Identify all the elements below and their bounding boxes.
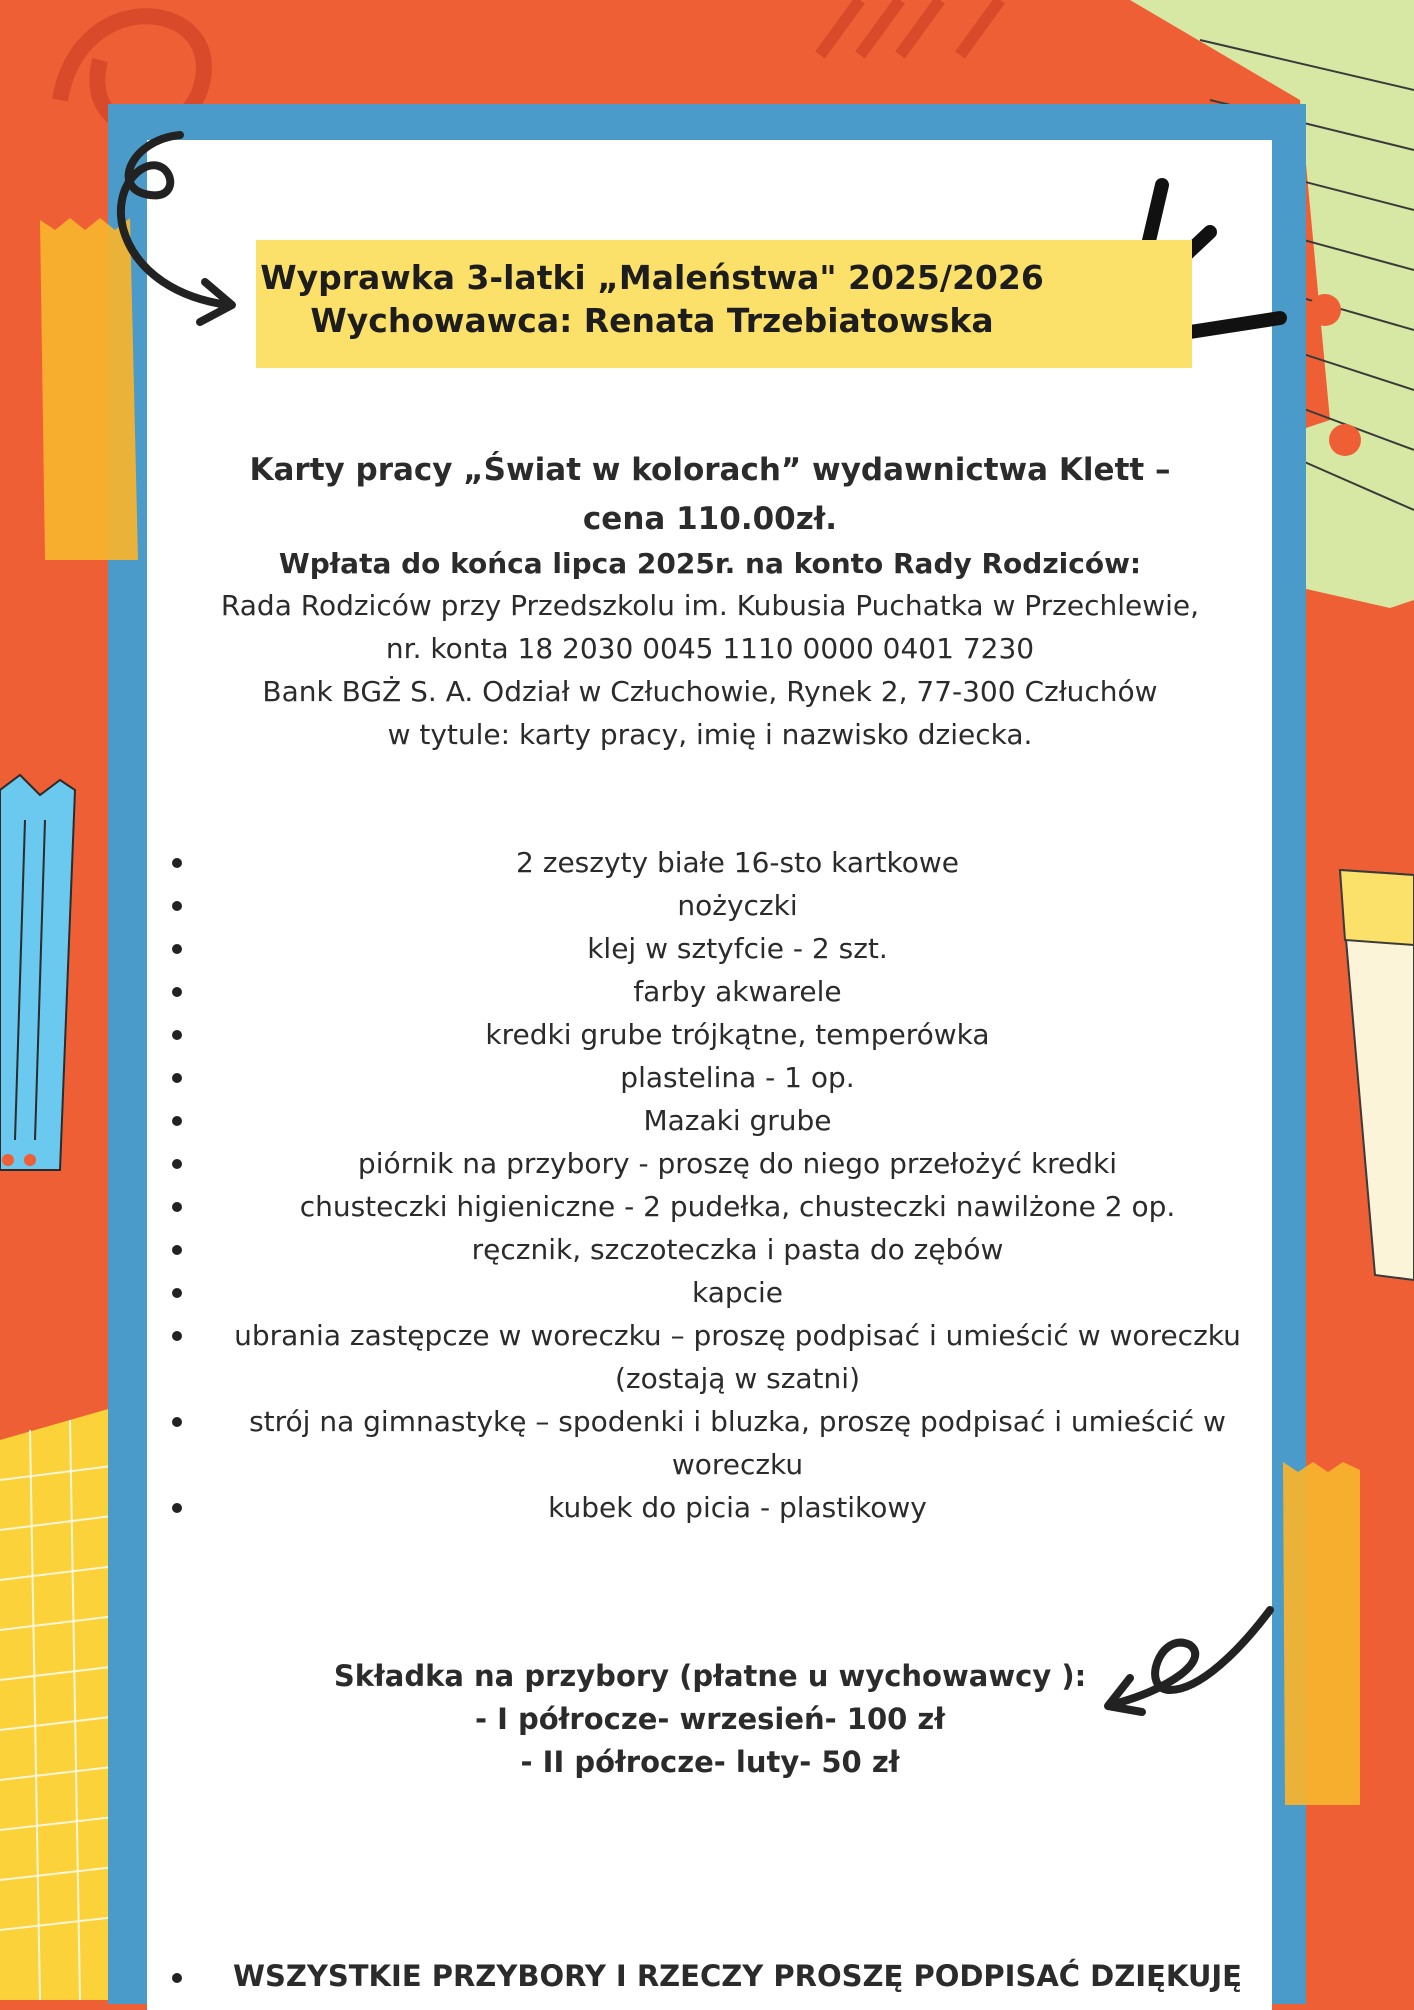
- scribble-zigzag-decoration: [820, 0, 1000, 55]
- bullet-icon: [172, 1973, 182, 1983]
- page-title: [256, 256, 1048, 342]
- bank-info-line: nr. konta 18 2030 0045 1110 0000 0401 7230: [385, 632, 1035, 665]
- workbook-price: cena 110.00zł.: [582, 501, 838, 537]
- list-item: nożyczki: [160, 884, 1270, 927]
- bank-info-line: Bank BGŻ S. A. Odział w Człuchowie, Rynek 2, 77-300 Człuchów: [262, 675, 1158, 708]
- bullet-icon: [172, 1245, 182, 1255]
- bullet-icon: [172, 1331, 182, 1341]
- bullet-icon: [172, 1030, 182, 1040]
- supplies-list: [160, 841, 1270, 1529]
- bullet-icon: [172, 1159, 182, 1169]
- list-item: Mazaki grube: [160, 1099, 1270, 1142]
- bank-info-line: w tytule: karty pracy, imię i nazwisko dziecka.: [387, 718, 1033, 751]
- bullet-icon: [172, 944, 182, 954]
- title-line-1: Wyprawka 3-latki „Maleństwa" 2025/2026: [260, 258, 1044, 297]
- bullet-icon: [172, 1073, 182, 1083]
- sign-all-items-note: WSZYSTKIE PRZYBORY I RZECZY PROSZĘ PODPISAĆ DZIĘKUJĘ: [160, 1955, 1270, 1998]
- bank-info-line: Rada Rodziców przy Przedszkolu im. Kubusia Puchatka w Przechlewie,: [220, 589, 1200, 622]
- bank-info: [150, 584, 1270, 756]
- bullet-icon: [172, 1202, 182, 1212]
- blue-tape-decoration: [0, 775, 75, 1170]
- payment-deadline: Wpłata do końca lipca 2025r. na konto Rady Rodziców:: [278, 547, 1142, 580]
- bullet-icon: [172, 1503, 182, 1513]
- list-item: chusteczki higieniczne - 2 pudełka, chusteczki nawilżone 2 op.: [160, 1185, 1270, 1228]
- list-item: kubek do picia - plastikowy: [160, 1486, 1270, 1529]
- list-item: strój na gimnastykę – spodenki i bluzka, proszę podpisać i umieścić w woreczku: [160, 1400, 1270, 1486]
- fee-heading: Składka na przybory (płatne u wychowawcy ):: [333, 1659, 1087, 1693]
- list-item: plastelina - 1 op.: [160, 1056, 1270, 1099]
- workbook-line-1: Karty pracy „Świat w kolorach” wydawnictwa Klett –: [249, 452, 1171, 488]
- list-item: ręcznik, szczoteczka i pasta do zębów: [160, 1228, 1270, 1271]
- bullet-icon: [172, 1288, 182, 1298]
- bullet-icon: [172, 901, 182, 911]
- list-item: ubrania zastępcze w woreczku – proszę podpisać i umieścić w woreczku (zostają w szatni): [160, 1314, 1270, 1400]
- title-line-2: Wychowawca: Renata Trzebiatowska: [310, 301, 994, 340]
- list-item: kredki grube trójkątne, temperówka: [160, 1013, 1270, 1056]
- bullet-icon: [172, 858, 182, 868]
- list-item: klej w sztyfcie - 2 szt.: [160, 927, 1270, 970]
- fee-semester-2: - II półrocze- luty- 50 zł: [520, 1745, 900, 1779]
- striped-card-decoration: [1340, 870, 1414, 1280]
- list-item: kapcie: [160, 1271, 1270, 1314]
- workbook-heading: [150, 446, 1270, 544]
- supplies-fee: [150, 1655, 1270, 1784]
- bullet-icon: [172, 1417, 182, 1427]
- list-item: piórnik na przybory - proszę do niego przełożyć kredki: [160, 1142, 1270, 1185]
- bullet-icon: [172, 987, 182, 997]
- list-item: 2 zeszyty białe 16-sto kartkowe: [160, 841, 1270, 884]
- bullet-icon: [172, 1116, 182, 1126]
- fee-semester-1: - I półrocze- wrzesień- 100 zł: [474, 1702, 946, 1736]
- list-item: farby akwarele: [160, 970, 1270, 1013]
